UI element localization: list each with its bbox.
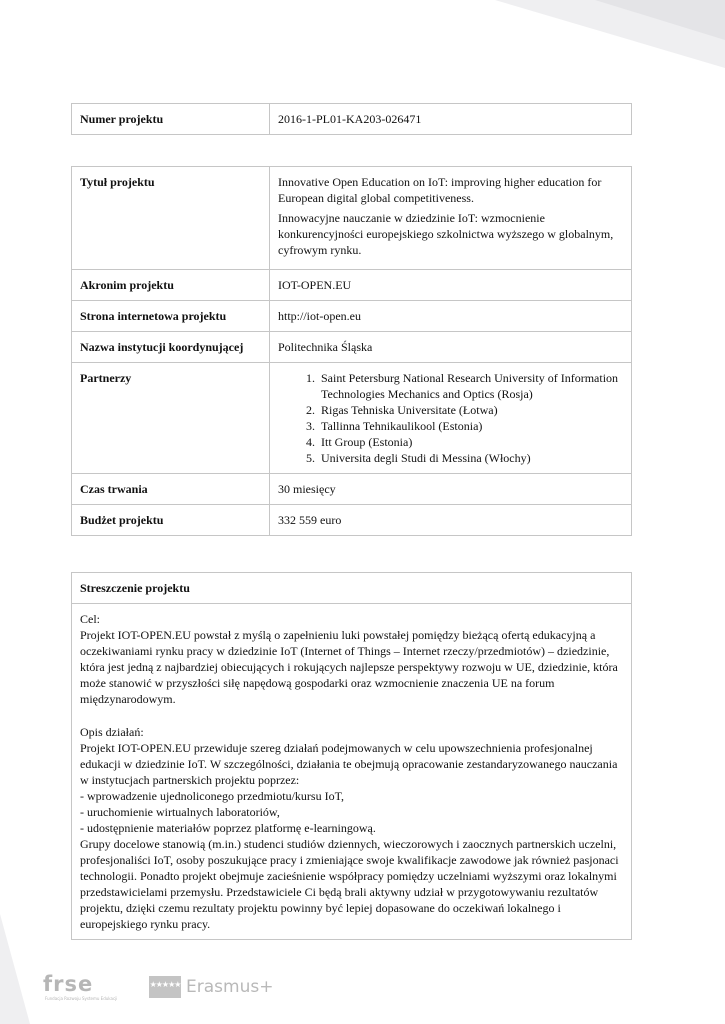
- website-label: Strona internetowa projektu: [72, 301, 270, 332]
- table-row: [72, 104, 632, 135]
- paragraph-spacer: [80, 707, 623, 724]
- frse-caption: Fundacja Rozwoju Systemu Edukacji: [45, 996, 118, 1001]
- table-row: [72, 505, 632, 536]
- title-value: [270, 167, 632, 270]
- table-row: [72, 332, 632, 363]
- corner-decoration-bottom: [0, 914, 30, 1024]
- list-item: 4. Itt Group (Estonia): [318, 434, 623, 450]
- goal-text: Projekt IOT-OPEN.EU powstał z myślą o zapełnieniu luki powstałej pomiędzy bieżącą ofertą edukacyjną a oczekiwaniami rynku pracy w dziedzinie IoT (Internet of Things – Internet rzeczy/przedmiotów) – dziedzinie, która jest jedną z najbardziej obiecujących i rokujących najlepsze perspektywy rozwoju w UE, dziedzinie, która może stanowić w przyszłości siłę napędową gospodarki oraz wzmocnienie znaczenia UE na forum międzynarodowym.: [80, 628, 618, 706]
- eu-flag-stars: ★★★★★: [149, 980, 181, 989]
- actions-outro: Grupy docelowe stanowią (m.in.) studenci studiów dziennych, wieczorowych i zaocznych partnerskich uczelni, profesjonaliści IoT, osoby poszukujące pracy i zmieniające swoje kwalifikacje zawodowe jak również pasjonaci technologii. Ponadto projekt obejmuje zacieśnienie współpracy pomiędzy uczelniami wyższymi oraz lokalnymi przedstawicielami przemysłu. Przedstawiciele Ci będą brali aktywny udział w przygotowywaniu rezultatów projektu, dzięki czemu rezultaty projektu powinny być lepiej dopasowane do oczekiwań lokalnego i europejskiego rynku pracy.: [80, 836, 619, 931]
- actions-bullet: - udostępnienie materiałów poprzez platformę e-learningową.: [80, 820, 376, 835]
- project-number-value: 2016-1-PL01-KA203-026471: [270, 104, 632, 135]
- title-english: Innovative Open Education on IoT: improving higher education for European digital global competitiveness.: [278, 175, 602, 205]
- table-row: [72, 270, 632, 301]
- table-row: [72, 573, 632, 604]
- list-item: 5. Universita degli Studi di Messina (Włochy): [318, 450, 623, 466]
- actions-intro: Projekt IOT-OPEN.EU przewiduje szereg działań podejmowanych w celu upowszechnienia profesjonalnej edukacji w dziedzinie IoT. W szczególności, działania te obejmują opracowanie zestandaryzowanego nauczania w instytucjach partnerskich projektu poprzez:: [80, 740, 618, 787]
- table-row: [72, 604, 632, 940]
- list-item: 2. Rigas Tehniska Universitate (Łotwa): [318, 402, 623, 418]
- actions-bullet: - wprowadzenie ujednoliconego przedmiotu/kursu IoT,: [80, 788, 345, 803]
- coordinator-label: Nazwa instytucji koordynującej: [72, 332, 270, 363]
- actions-label: Opis działań:: [80, 724, 144, 739]
- table-row: [72, 301, 632, 332]
- budget-value: 332 559 euro: [270, 505, 632, 536]
- partners-label: Partnerzy: [72, 363, 270, 474]
- project-number-label: Numer projektu: [72, 104, 270, 135]
- list-item: 3. Tallinna Tehnikaulikool (Estonia): [318, 418, 623, 434]
- summary-body: [72, 604, 632, 940]
- budget-label: Budżet projektu: [72, 505, 270, 536]
- partners-value: [270, 363, 632, 474]
- project-details-table: [71, 166, 632, 536]
- table-row: [72, 474, 632, 505]
- actions-bullet: - uruchomienie wirtualnych laboratoriów,: [80, 804, 280, 819]
- frse-logo: frse: [43, 972, 94, 996]
- duration-label: Czas trwania: [72, 474, 270, 505]
- coordinator-value: Politechnika Śląska: [270, 332, 632, 363]
- website-value: http://iot-open.eu: [270, 301, 632, 332]
- project-number-table: [71, 103, 632, 135]
- list-item: 1. Saint Petersburg National Research University of Information Technologies Mechanics and Optics (Rosja): [318, 370, 623, 402]
- title-label: Tytuł projektu: [72, 167, 270, 270]
- goal-label: Cel:: [80, 612, 100, 626]
- title-polish: Innowacyjne nauczanie w dziedzinie IoT: wzmocnienie konkurencyjności europejskiego szkolnictwa wyższego w globalnym, cyfrowym rynku.: [278, 211, 614, 257]
- duration-value: 30 miesięcy: [270, 474, 632, 505]
- table-row: [72, 363, 632, 474]
- corner-decoration-top-inner: [595, 0, 725, 40]
- acronym-value: IOT-OPEN.EU: [270, 270, 632, 301]
- erasmus-logo: Erasmus+: [186, 977, 274, 997]
- acronym-label: Akronim projektu: [72, 270, 270, 301]
- eu-flag-icon: [149, 976, 181, 998]
- summary-heading: Streszczenie projektu: [72, 573, 632, 604]
- summary-table: [71, 572, 632, 940]
- partners-list: [278, 370, 623, 466]
- table-row: [72, 167, 632, 270]
